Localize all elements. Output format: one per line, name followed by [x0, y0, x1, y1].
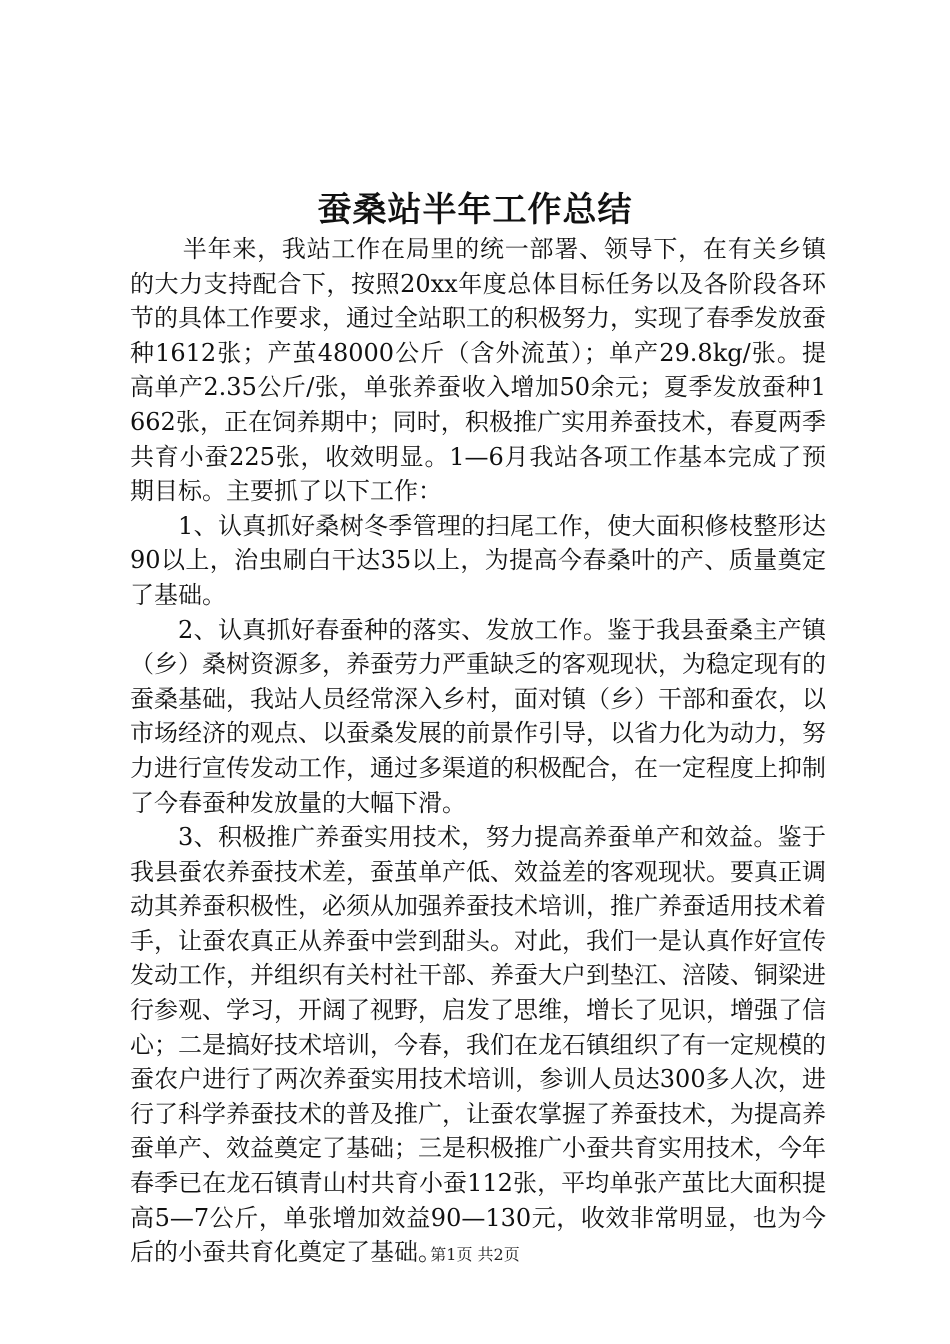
paragraph-intro: 半年来，我站工作在局里的统一部署、领导下，在有关乡镇的大力支持配合下，按照20xx年度总体目标任务以及各阶段各环节的具体工作要求，通过全站职工的积极努力，实现了春季发放蚕种1612张；产茧48000公斤（含外流茧）；单产29.8kg/张。提高单产2.35公斤/张，单张养蚕收入增加50余元；夏季发放蚕种1662张，正在饲养期中；同时，积极推广实用养蚕技术，春夏两季共育小蚕225张，收效明显。1—6月我站各项工作基本完成了预期目标。主要抓了以下工作：	[130, 235, 826, 506]
page-number-footer: 第1页 共2页	[430, 1245, 520, 1264]
paragraph-item-2: 2、认真抓好春蚕种的落实、发放工作。鉴于我县蚕桑主产镇（乡）桑树资源多，养蚕劳力严重缺乏的客观现状，为稳定现有的蚕桑基础，我站人员经常深入乡村，面对镇（乡）干部和蚕农，以市场经济的观点、以蚕桑发展的前景作引导，以省力化为动力，努力进行宣传发动工作，通过多渠道的积极配合，在一定程度上抑制了今春蚕种发放量的大幅下滑。	[130, 615, 826, 817]
document-title: 蚕桑站半年工作总结	[317, 190, 633, 230]
document-body	[130, 232, 826, 1270]
paragraph-item-1: 1、认真抓好桑树冬季管理的扫尾工作，使大面积修枝整形达90以上，治虫刷白干达35以上，为提高今春桑叶的产、质量奠定了基础。	[130, 511, 826, 609]
paragraph-item-3: 3、积极推广养蚕实用技术，努力提高养蚕单产和效益。鉴于我县蚕农养蚕技术差，蚕茧单产低、效益差的客观现状。要真正调动其养蚕积极性，必须从加强养蚕技术培训，推广养蚕适用技术着手，让蚕农真正从养蚕中尝到甜头。对此，我们一是认真作好宣传发动工作，并组织有关村社干部、养蚕大户到垫江、涪陵、铜梁进行参观、学习，开阔了视野，启发了思维，增长了见识，增强了信心；二是搞好技术培训，今春，我们在龙石镇组织了有一定规模的蚕农户进行了两次养蚕实用技术培训，参训人员达300多人次，进行了科学养蚕技术的普及推广，让蚕农掌握了养蚕技术，为提高养蚕单产、效益奠定了基础；三是积极推广小蚕共育实用技术，今年春季已在龙石镇青山村共育小蚕112张，平均单张产茧比大面积提高5—7公斤，单张增加效益90—130元，收效非常明显，也为今后的小蚕共育化奠定了基础。	[130, 823, 826, 1267]
